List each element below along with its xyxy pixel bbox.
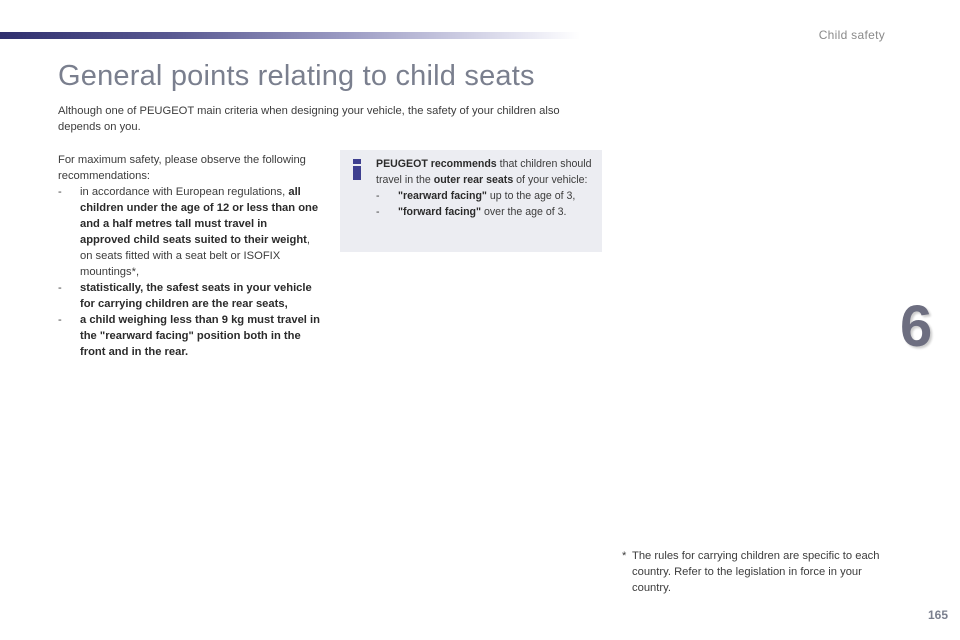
list-dash: - — [58, 186, 62, 198]
footnote-text: The rules for carrying children are specific to each country. Refer to the legislation in force in your country. — [632, 550, 880, 594]
page-number: 165 — [927, 608, 948, 622]
info-bold-text: outer rear seats — [433, 174, 514, 186]
info-brand: PEUGEOT recommends — [376, 158, 497, 170]
info-box-text: PEUGEOT recommends that children should travel in the outer rear seats of your vehicle: — [376, 158, 592, 186]
list-item — [58, 184, 320, 280]
item-bold-text: a child weighing less than 9 kg must travel in the "rearward facing" position both in the front and in the rear. — [80, 314, 320, 358]
item-text: in accordance with European regulations, — [80, 186, 286, 198]
recommendations-column — [58, 152, 320, 360]
item-text: , on seats fitted with a seat belt or ISOFIX mountings*, — [80, 234, 311, 278]
page-title: General points relating to child seats — [58, 60, 535, 92]
info-list — [376, 188, 594, 220]
header-gradient-bar — [0, 32, 580, 39]
list-dash: - — [376, 190, 380, 202]
item-bold-text: all children under the age of 12 or less than one and a half metres tall must travel in approved child seats suited to their weight — [80, 186, 319, 246]
info-bold-text: "rearward facing" — [398, 190, 487, 202]
info-box — [340, 150, 602, 252]
footnote-marker: * — [622, 550, 627, 562]
chapter-number: 6 — [900, 294, 933, 359]
intro-paragraph: Although one of PEUGEOT main criteria when designing your vehicle, the safety of your children also depends on you. — [58, 105, 560, 133]
list-item: - "forward facing" over the age of 3. — [376, 206, 567, 218]
list-dash: - — [376, 206, 380, 218]
list-item — [58, 312, 320, 360]
section-label: Child safety — [818, 28, 885, 42]
list-item: - "rearward facing" up to the age of 3, — [376, 190, 576, 202]
info-bold-text: "forward facing" — [398, 206, 482, 218]
item-bold-text: statistically, the safest seats in your vehicle for carrying children are the rear seats, — [80, 282, 312, 310]
list-item — [58, 280, 320, 312]
list-dash: - — [58, 314, 62, 326]
recommendations-list — [58, 184, 320, 360]
list-dash: - — [58, 282, 62, 294]
footnote — [622, 548, 884, 596]
info-icon — [353, 159, 361, 180]
recommendations-lead: For maximum safety, please observe the following recommendations: — [58, 154, 306, 182]
